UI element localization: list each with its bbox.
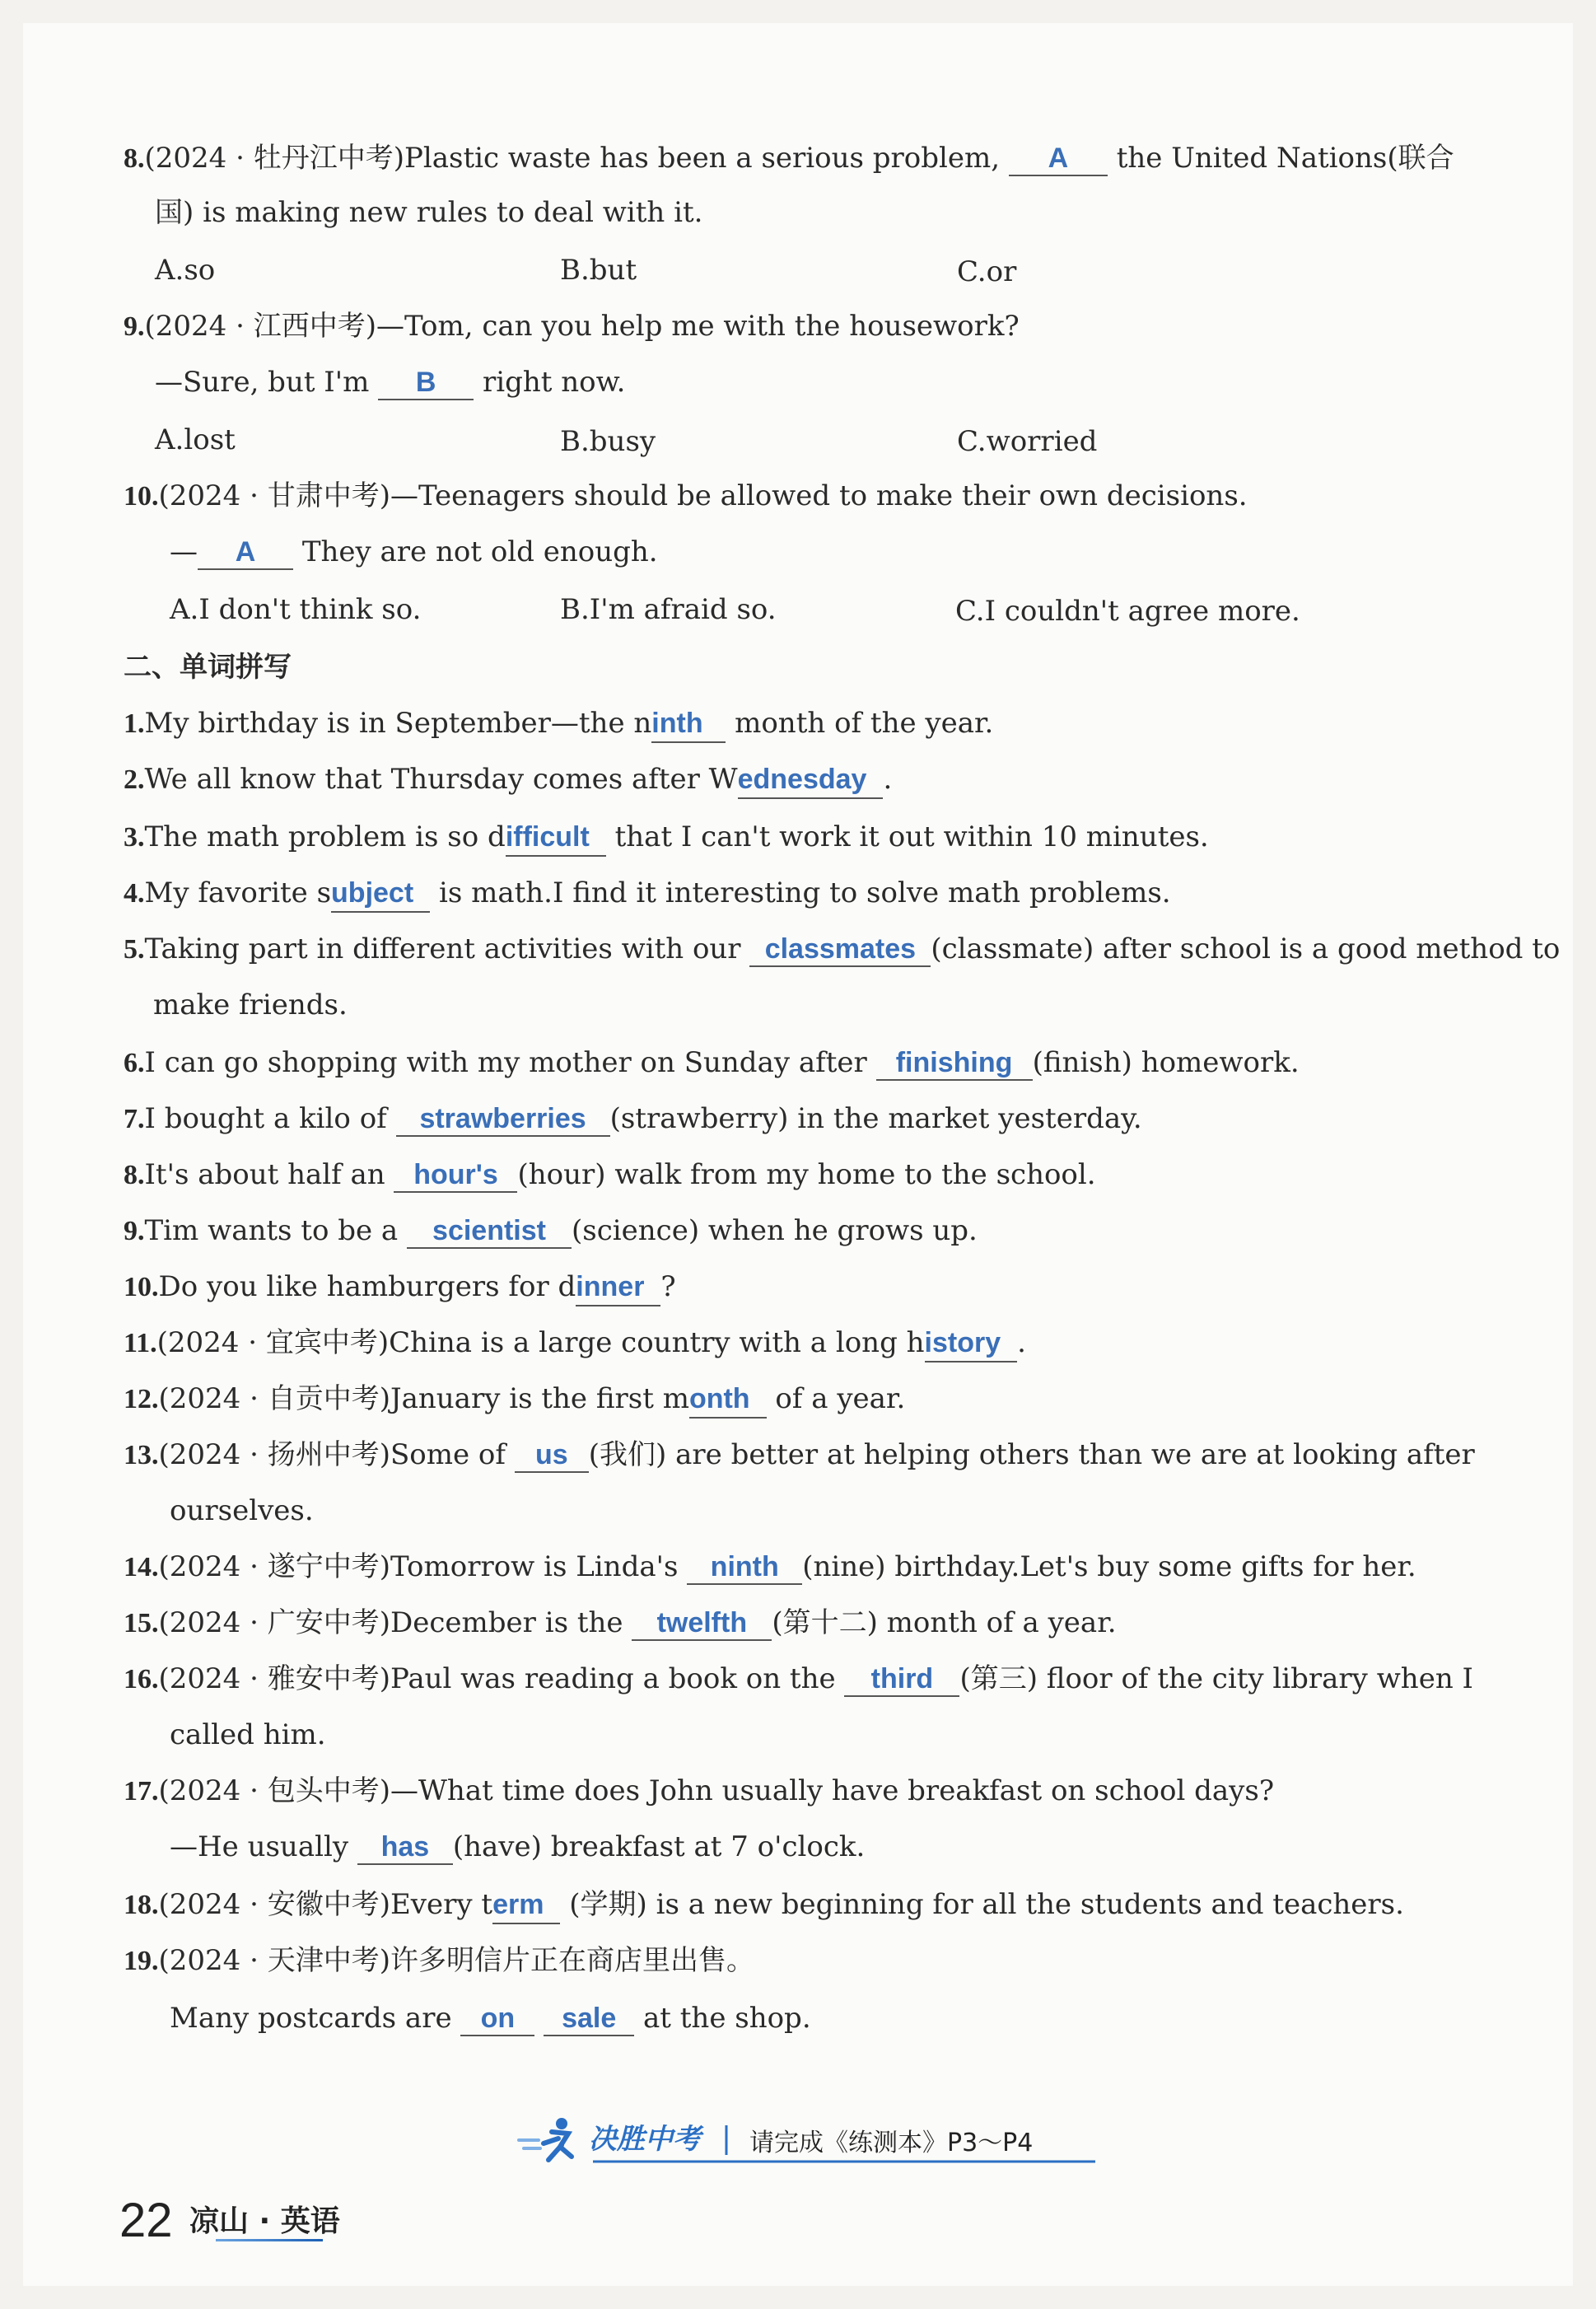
spelling-4: 4.My favorite subject is math.I find it interesting to solve math problems.: [124, 875, 1489, 913]
spelling-5-cont: make friends.: [153, 989, 348, 1021]
section-title: 二、单词拼写: [124, 651, 292, 684]
spelling-1: 1.My birthday is in September—the ninth month of the year.: [124, 705, 1489, 743]
question-9-cont: —Sure, but I'm B right now.: [155, 366, 626, 399]
footer-text: 请完成《练测本》P3～P4: [749, 2129, 1034, 2157]
answer-blank: ninth: [687, 1550, 802, 1585]
spelling-9: 9.Tim wants to be a scientist (science) when he grows up.: [124, 1214, 978, 1247]
spelling-13-cont: ourselves.: [170, 1494, 314, 1527]
spelling-6: 6.I can go shopping with my mother on Sunday after finishing (finish) homework.: [124, 1046, 1300, 1079]
answer-blank: sale: [544, 2002, 634, 2036]
spelling-16-cont: called him.: [170, 1718, 326, 1751]
answer-blank: B: [378, 366, 474, 400]
spelling-17-cont: —He usually has (have) breakfast at 7 o'clock.: [170, 1830, 866, 1863]
spelling-14: 14.(2024 · 遂宁中考)Tomorrow is Linda's ninth (nine) birthday.Let's buy some gifts for her.: [124, 1550, 1416, 1583]
option-a: A.I don't think so.: [170, 593, 422, 626]
title-underline: [216, 2239, 323, 2241]
spelling-7: 7.I bought a kilo of strawberries (strawberry) in the market yesterday.: [124, 1102, 1142, 1135]
spelling-5: 5.Taking part in different activities with our classmates (classmate) after school is a good method to: [124, 932, 1561, 965]
option-b: B.but: [560, 254, 637, 287]
answer-blank: scientist: [407, 1214, 572, 1249]
spelling-2: 2.We all know that Thursday comes after Wednesday .: [124, 761, 1489, 799]
answer-blank: hour's: [394, 1158, 517, 1193]
spelling-12: 12.(2024 · 自贡中考)January is the first month of a year.: [124, 1381, 1489, 1419]
answer-blank: finishing: [876, 1046, 1033, 1081]
option-b: B.I'm afraid so.: [560, 593, 777, 626]
spelling-15: 15.(2024 · 广安中考)December is the twelfth (第十二) month of a year.: [124, 1606, 1117, 1639]
option-c: C.I couldn't agree more.: [955, 595, 1300, 628]
answer-blank: third: [844, 1662, 959, 1697]
question-8-cont: 国) is making new rules to deal with it.: [155, 196, 703, 229]
option-c: C.or: [957, 255, 1017, 288]
spelling-17: 17.(2024 · 包头中考)—What time does John usually have breakfast on school days?: [124, 1774, 1275, 1807]
answer-blank: has: [357, 1830, 453, 1865]
option-c: C.worried: [957, 425, 1098, 458]
answer-blank: twelfth: [632, 1606, 772, 1641]
page-title: 凉山 · 英语: [189, 2204, 340, 2238]
spelling-16: 16.(2024 · 雅安中考)Paul was reading a book on the third (第三) floor of the city library when I: [124, 1662, 1473, 1695]
option-a: A.so: [155, 254, 216, 287]
answer-blank: on: [460, 2002, 534, 2036]
option-a: A.lost: [155, 423, 236, 456]
answer-blank: classmates: [749, 932, 931, 967]
question-10-cont: — A They are not old enough.: [170, 535, 658, 568]
answer-blank: A: [1009, 142, 1108, 176]
runner-icon: [519, 2118, 572, 2160]
spelling-19: 19.(2024 · 天津中考)许多明信片正在商店里出售。: [124, 1944, 754, 1977]
question-10: 10.(2024 · 甘肃中考)—Teenagers should be allowed to make their own decisions.: [124, 479, 1248, 512]
spelling-19-cont: Many postcards are on sale at the shop.: [170, 2002, 811, 2035]
spelling-18: 18.(2024 · 安徽中考)Every term (学期) is a new beginning for all the students and teachers.: [124, 1886, 1489, 1924]
brand-text: 决胜中考: [589, 2123, 701, 2156]
spelling-10: 10.Do you like hamburgers for dinner ?: [124, 1269, 1489, 1306]
question-9: 9.(2024 · 江西中考)—Tom, can you help me with the housework?: [124, 310, 1020, 343]
spelling-3: 3.The math problem is so difficult that I can't work it out within 10 minutes.: [124, 819, 1489, 857]
option-b: B.busy: [560, 425, 656, 458]
answer-blank: us: [515, 1438, 589, 1473]
page-number: 22: [119, 2194, 173, 2247]
spelling-11: 11.(2024 · 宜宾中考)China is a large country with a long history .: [124, 1325, 1489, 1362]
question-8: 8.(2024 · 牡丹江中考)Plastic waste has been a serious problem, A the United Nations(联合: [124, 142, 1454, 175]
answer-blank: A: [198, 535, 293, 570]
spelling-13: 13.(2024 · 扬州中考)Some of us (我们) are better at helping others than we are at looking after: [124, 1438, 1475, 1471]
answer-blank: strawberries: [396, 1102, 610, 1137]
spelling-8: 8.It's about half an hour's (hour) walk from my home to the school.: [124, 1158, 1096, 1191]
